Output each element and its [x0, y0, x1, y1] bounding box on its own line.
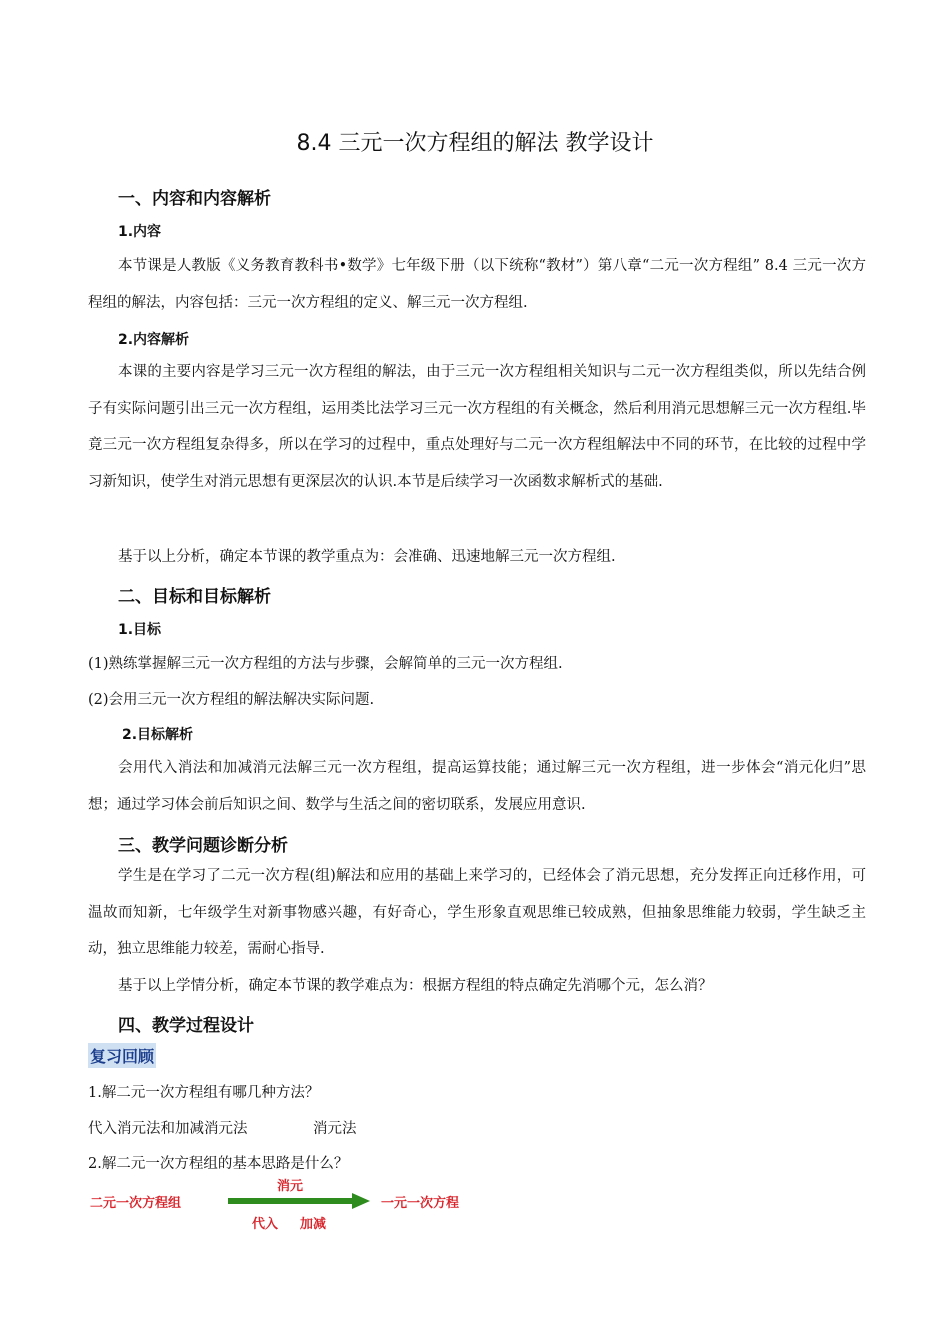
goal-item-1: (1)熟练掌握解三元一次方程组的方法与步骤，会解简单的三元一次方程组.: [88, 656, 563, 672]
arrow-shaft: [228, 1198, 354, 1204]
diagram-top-label: 消元: [277, 1179, 304, 1194]
section2-sub2: 2.目标解析: [122, 727, 194, 743]
section1-heading: 一、内容和内容解析: [118, 189, 271, 209]
arrow-head: [352, 1193, 370, 1209]
goal-item-2: (2)会用三元一次方程组的解法解决实际问题.: [88, 692, 375, 708]
answer-1-methods: 代入消元法和加减消元法: [88, 1121, 248, 1137]
section3-para1: 学生是在学习了二元一次方程(组)解法和应用的基础上来学习的，已经体会了消元思想，充分发挥正向迁移作用，可温故而知新，七年级学生对新事物感兴趣，有好奇心，学生形象直观思维已较成熟，但抽象思维能力较弱，学生缺乏主动，独立思维能力较差，需耐心指导.: [88, 868, 866, 957]
section2-sub1: 1.目标: [118, 622, 162, 638]
diagram-bottom-left-label: 代入: [252, 1217, 279, 1232]
diagram-left-label: 二元一次方程组: [90, 1196, 182, 1211]
section1-para3: 基于以上分析，确定本节课的教学重点为：会准确、迅速地解三元一次方程组.: [118, 549, 616, 565]
section3-heading: 三、教学问题诊断分析: [118, 836, 288, 856]
diagram-bottom-right-label: 加减: [300, 1217, 327, 1232]
section1-para1: 本节课是人教版《义务教育教科书•数学》七年级下册（以下统称“教材”）第八章“二元一次方程组” 8.4 三元一次方程组的解法，内容包括：三元一次方程组的定义、解三元一次方程组.: [88, 258, 866, 311]
question-1: 1.解二元一次方程组有哪几种方法？: [88, 1085, 320, 1101]
diagram-arrow: [228, 1193, 370, 1209]
diagram-right-label: 一元一次方程: [381, 1196, 460, 1211]
page-title: 8.4 三元一次方程组的解法 教学设计: [296, 131, 654, 156]
section1-sub2: 2.内容解析: [118, 332, 190, 348]
section4-heading: 四、教学过程设计: [118, 1016, 254, 1036]
answer-1-summary: 消元法: [313, 1121, 357, 1137]
section2-heading: 二、目标和目标解析: [118, 587, 271, 607]
section1-para2: 本课的主要内容是学习三元一次方程组的解法，由于三元一次方程组相关知识与二元一次方程组类似，所以先结合例子有实际问题引出三元一次方程组，运用类比法学习三元一次方程组的有关概念，然后利用消元思想解三元一次方程组.毕竟三元一次方程组复杂得多，所以在学习的过程中，重点处理好与二元一次方程组解法中不同的环节，在比较的过程中学习新知识，使学生对消元思想有更深层次的认识.本节是后续学习一次函数求解析式的基础.: [88, 364, 866, 490]
section2-para: 会用代入消法和加减消元法解三元一次方程组，提高运算技能；通过解三元一次方程组，进一步体会“消元化归”思想；通过学习体会前后知识之间、数学与生活之间的密切联系，发展应用意识.: [88, 760, 866, 813]
section3-para2: 基于以上学情分析，确定本节课的教学难点为：根据方程组的特点确定先消哪个元，怎么消？: [118, 978, 713, 994]
review-label: 复习回顾: [88, 1043, 156, 1068]
section1-sub1: 1.内容: [118, 224, 162, 240]
question-2: 2.解二元一次方程组的基本思路是什么？: [88, 1156, 349, 1172]
